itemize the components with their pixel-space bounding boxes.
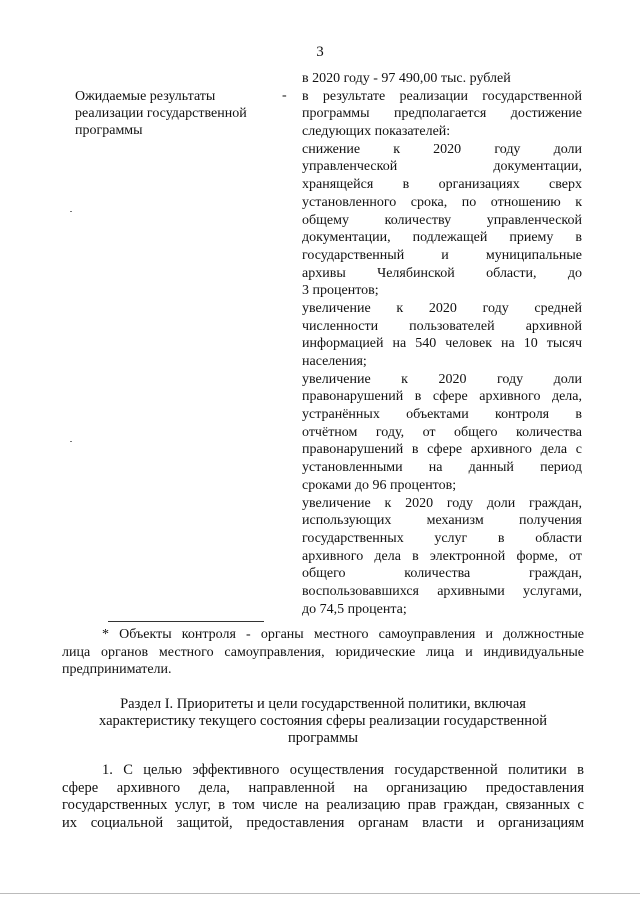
footnote-divider <box>108 621 264 622</box>
row-value-line: архивного дела в электронной форме, от <box>302 548 582 564</box>
paragraph-line: 1. С целью эффективного осуществления государственной политики в <box>102 762 584 778</box>
row-value-line: следующих показателей: <box>302 124 451 140</box>
row-value-line: воспользовавшихся архивными услугами, <box>302 583 582 599</box>
row-value-line: правонарушений в сфере архивного дела, <box>302 389 582 405</box>
row-value-line: управленческой документации, <box>302 159 582 175</box>
row-value-line: населения; <box>302 354 367 369</box>
row-value-line: до 74,5 процента; <box>302 601 407 617</box>
paragraph-line: сфере архивного дела, направленной на организацию предоставления <box>62 779 584 796</box>
row-value-line: отчётном году, от общего количества <box>302 424 582 440</box>
row-value-line: документации, подлежащей приему в <box>302 230 582 246</box>
row-value-line: общего количества граждан, <box>302 566 582 582</box>
row-value-line: увеличение к 2020 году средней <box>302 300 582 316</box>
section-title <box>62 696 584 747</box>
row-value-line: численности пользователей архивной <box>302 318 582 334</box>
row-value-line: использующих механизм получения <box>302 513 582 529</box>
section-title-line: Раздел I. Приоритеты и цели государственной политики, включая <box>120 696 526 712</box>
row-value-line: 3 процентов; <box>302 283 379 299</box>
row-value-line: информацией на 540 человек на 10 тысяч <box>302 336 582 352</box>
row-label-line: реализации государственной <box>75 106 247 121</box>
footnote-line: лица органов местного самоуправления, юридические лица и индивидуальные <box>62 644 584 660</box>
row-value-line: увеличение к 2020 году доли граждан, <box>302 495 582 511</box>
page-number: 3 <box>316 44 324 60</box>
row-value-line: установленного срока, по отношению к <box>302 194 582 210</box>
row-value-line: установленными на данный период <box>302 460 582 476</box>
paragraph-line: их социальной защитой, предоставления органам власти и организациям <box>62 814 584 831</box>
row-label <box>75 88 275 139</box>
row-value-line: общему количеству управленческой <box>302 212 582 228</box>
row-value-line: увеличение к 2020 году доли <box>302 371 582 387</box>
body-paragraph <box>62 762 584 832</box>
row-value-line: хранящейся в организациях сверх <box>302 177 582 193</box>
row-value <box>302 70 582 618</box>
row-value-line: в результате реализации государственной <box>302 88 582 104</box>
row-value-line: программы предполагается достижение <box>302 106 582 122</box>
row-value-line: сроками до 96 процентов; <box>302 477 457 493</box>
row-label-line: Ожидаемые результаты <box>75 89 216 104</box>
footnote-line: предприниматели. <box>62 662 172 677</box>
row-value-line: устранённых объектами контроля в <box>302 407 582 423</box>
row-label-line: программы <box>75 123 143 138</box>
section-title-line: программы <box>288 730 358 746</box>
section-title-line: характеристику текущего состояния сферы реализации государственной <box>99 713 547 729</box>
scan-speck <box>70 441 72 442</box>
row-separator: - <box>282 88 287 103</box>
row-value-line: в 2020 году - 97 490,00 тыс. рублей <box>302 71 511 86</box>
footnote-line: * Объекты контроля - органы местного самоуправления и должностные <box>102 627 584 642</box>
paragraph-line: государственных услуг, в том числе на реализацию прав граждан, связанных с <box>62 797 584 814</box>
footnote <box>62 626 584 679</box>
scan-speck <box>70 211 72 212</box>
row-value-line: снижение к 2020 году доли <box>302 141 582 157</box>
row-value-line: государственных услуг в области <box>302 530 582 546</box>
row-value-line: государственный и муниципальные <box>302 247 582 263</box>
row-value-line: правонарушений в сфере архивного дела с <box>302 442 582 458</box>
row-value-line: архивы Челябинской области, до <box>302 265 582 281</box>
scan-edge-line <box>0 893 640 894</box>
